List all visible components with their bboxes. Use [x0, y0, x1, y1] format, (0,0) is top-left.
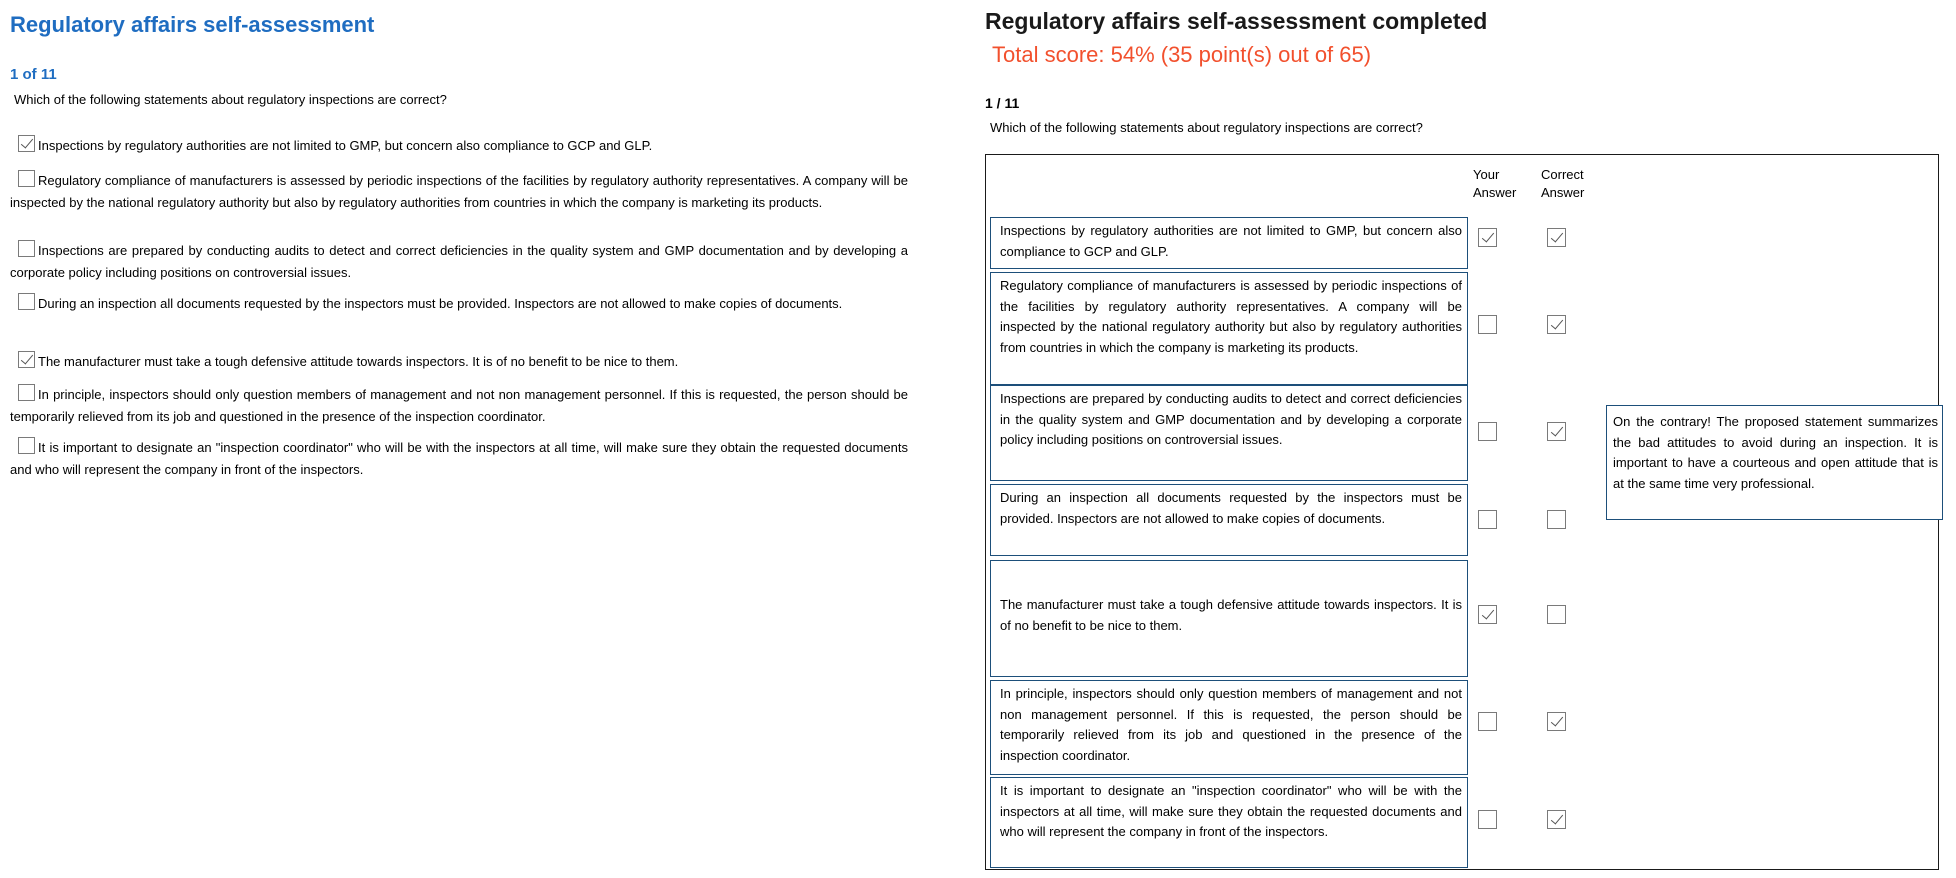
statement-cell: Inspections by regulatory authorities are not limited to GMP, but concern also compliance to GCP and GLP. — [990, 217, 1468, 269]
your-answer-checkbox — [1478, 228, 1497, 247]
feedback-box: On the contrary! The proposed statement summarizes the bad attitudes to avoid during an inspection. It is important to have a courteous and open attitude that is at the same time very professional. — [1606, 405, 1943, 520]
your-answer-checkbox — [1478, 510, 1497, 529]
statement-cell: Inspections are prepared by conducting audits to detect and correct deficiencies in the quality system and GMP documentation and by developing a corporate policy including positions on controversial issues. — [990, 385, 1468, 481]
answer-option[interactable] — [10, 384, 908, 428]
answer-option-label: Regulatory compliance of manufacturers is assessed by periodic inspections of the facilities by regulatory authority representatives. A company will be inspected by the national regulatory authority but also by regulatory authorities from countries in which the company is marketing its products. — [10, 173, 908, 210]
statement-cell: It is important to designate an "inspection coordinator" who will be with the inspectors at all time, will make sure they obtain the requested documents and who will represent the company in front of the inspectors. — [990, 777, 1468, 868]
answer-option[interactable] — [10, 240, 908, 284]
correct-answer-checkbox — [1547, 712, 1566, 731]
answer-option-label: During an inspection all documents requested by the inspectors must be provided. Inspectors are not allowed to make copies of documents. — [38, 296, 843, 311]
answer-option[interactable] — [10, 351, 908, 373]
answer-option-label: Inspections are prepared by conducting audits to detect and correct deficiencies in the quality system and GMP documentation and by developing a corporate policy including positions on controversial issues. — [10, 243, 908, 280]
correct-answer-checkbox — [1547, 228, 1566, 247]
total-score: Total score: 54% (35 point(s) out of 65) — [992, 42, 1372, 67]
answer-checkbox[interactable] — [18, 170, 35, 187]
statement-cell: In principle, inspectors should only question members of management and not non management personnel. If this is requested, the person should be temporarily relieved from its job and questioned in the presence of the inspection coordinator. — [990, 680, 1468, 775]
answer-checkbox[interactable] — [18, 240, 35, 257]
answer-option[interactable] — [10, 437, 908, 481]
results-title: Regulatory affairs self-assessment completed — [985, 8, 1488, 34]
correct-answer-checkbox — [1547, 810, 1566, 829]
statement-cell: During an inspection all documents requested by the inspectors must be provided. Inspectors are not allowed to make copies of documents. — [990, 484, 1468, 556]
answer-option-label: The manufacturer must take a tough defensive attitude towards inspectors. It is of no benefit to be nice to them. — [38, 354, 679, 369]
answer-checkbox[interactable] — [18, 437, 35, 454]
answer-option-label: It is important to designate an "inspection coordinator" who will be with the inspectors at all time, will make sure they obtain the requested documents and who will represent the company in front of the inspectors. — [10, 440, 908, 477]
correct-answer-header: Correct Answer — [1541, 167, 1585, 200]
correct-answer-checkbox — [1547, 510, 1566, 529]
answer-checkbox[interactable] — [18, 351, 35, 368]
results-question-progress: 1 / 11 — [985, 95, 1020, 111]
answer-checkbox[interactable] — [18, 384, 35, 401]
your-answer-checkbox — [1478, 422, 1497, 441]
your-answer-checkbox — [1478, 605, 1497, 624]
answer-option[interactable] — [10, 135, 908, 157]
answer-option[interactable] — [10, 170, 908, 214]
your-answer-checkbox — [1478, 810, 1497, 829]
answer-checkbox[interactable] — [18, 293, 35, 310]
your-answer-checkbox — [1478, 712, 1497, 731]
question-progress: 1 of 11 — [10, 66, 57, 83]
correct-answer-checkbox — [1547, 605, 1566, 624]
your-answer-checkbox — [1478, 315, 1497, 334]
answer-option-label: Inspections by regulatory authorities are not limited to GMP, but concern also compliance to GCP and GLP. — [38, 138, 653, 153]
answer-option-label: In principle, inspectors should only question members of management and not non management personnel. If this is requested, the person should be temporarily relieved from its job and questioned in the presence of the inspection coordinator. — [10, 387, 908, 424]
your-answer-header: Your Answer — [1473, 167, 1517, 200]
answer-checkbox[interactable] — [18, 135, 35, 152]
assessment-title: Regulatory affairs self-assessment — [10, 12, 375, 37]
statement-cell: Regulatory compliance of manufacturers is assessed by periodic inspections of the facilities by regulatory authority representatives. A company will be inspected by the national regulatory authority but also by regulatory authorities from countries in which the company is marketing its products. — [990, 272, 1468, 385]
answer-option[interactable] — [10, 293, 908, 315]
results-question-text: Which of the following statements about regulatory inspections are correct? — [990, 120, 1423, 135]
correct-answer-checkbox — [1547, 315, 1566, 334]
statement-cell: The manufacturer must take a tough defensive attitude towards inspectors. It is of no benefit to be nice to them. — [990, 560, 1468, 677]
question-text: Which of the following statements about regulatory inspections are correct? — [14, 92, 447, 107]
correct-answer-checkbox — [1547, 422, 1566, 441]
